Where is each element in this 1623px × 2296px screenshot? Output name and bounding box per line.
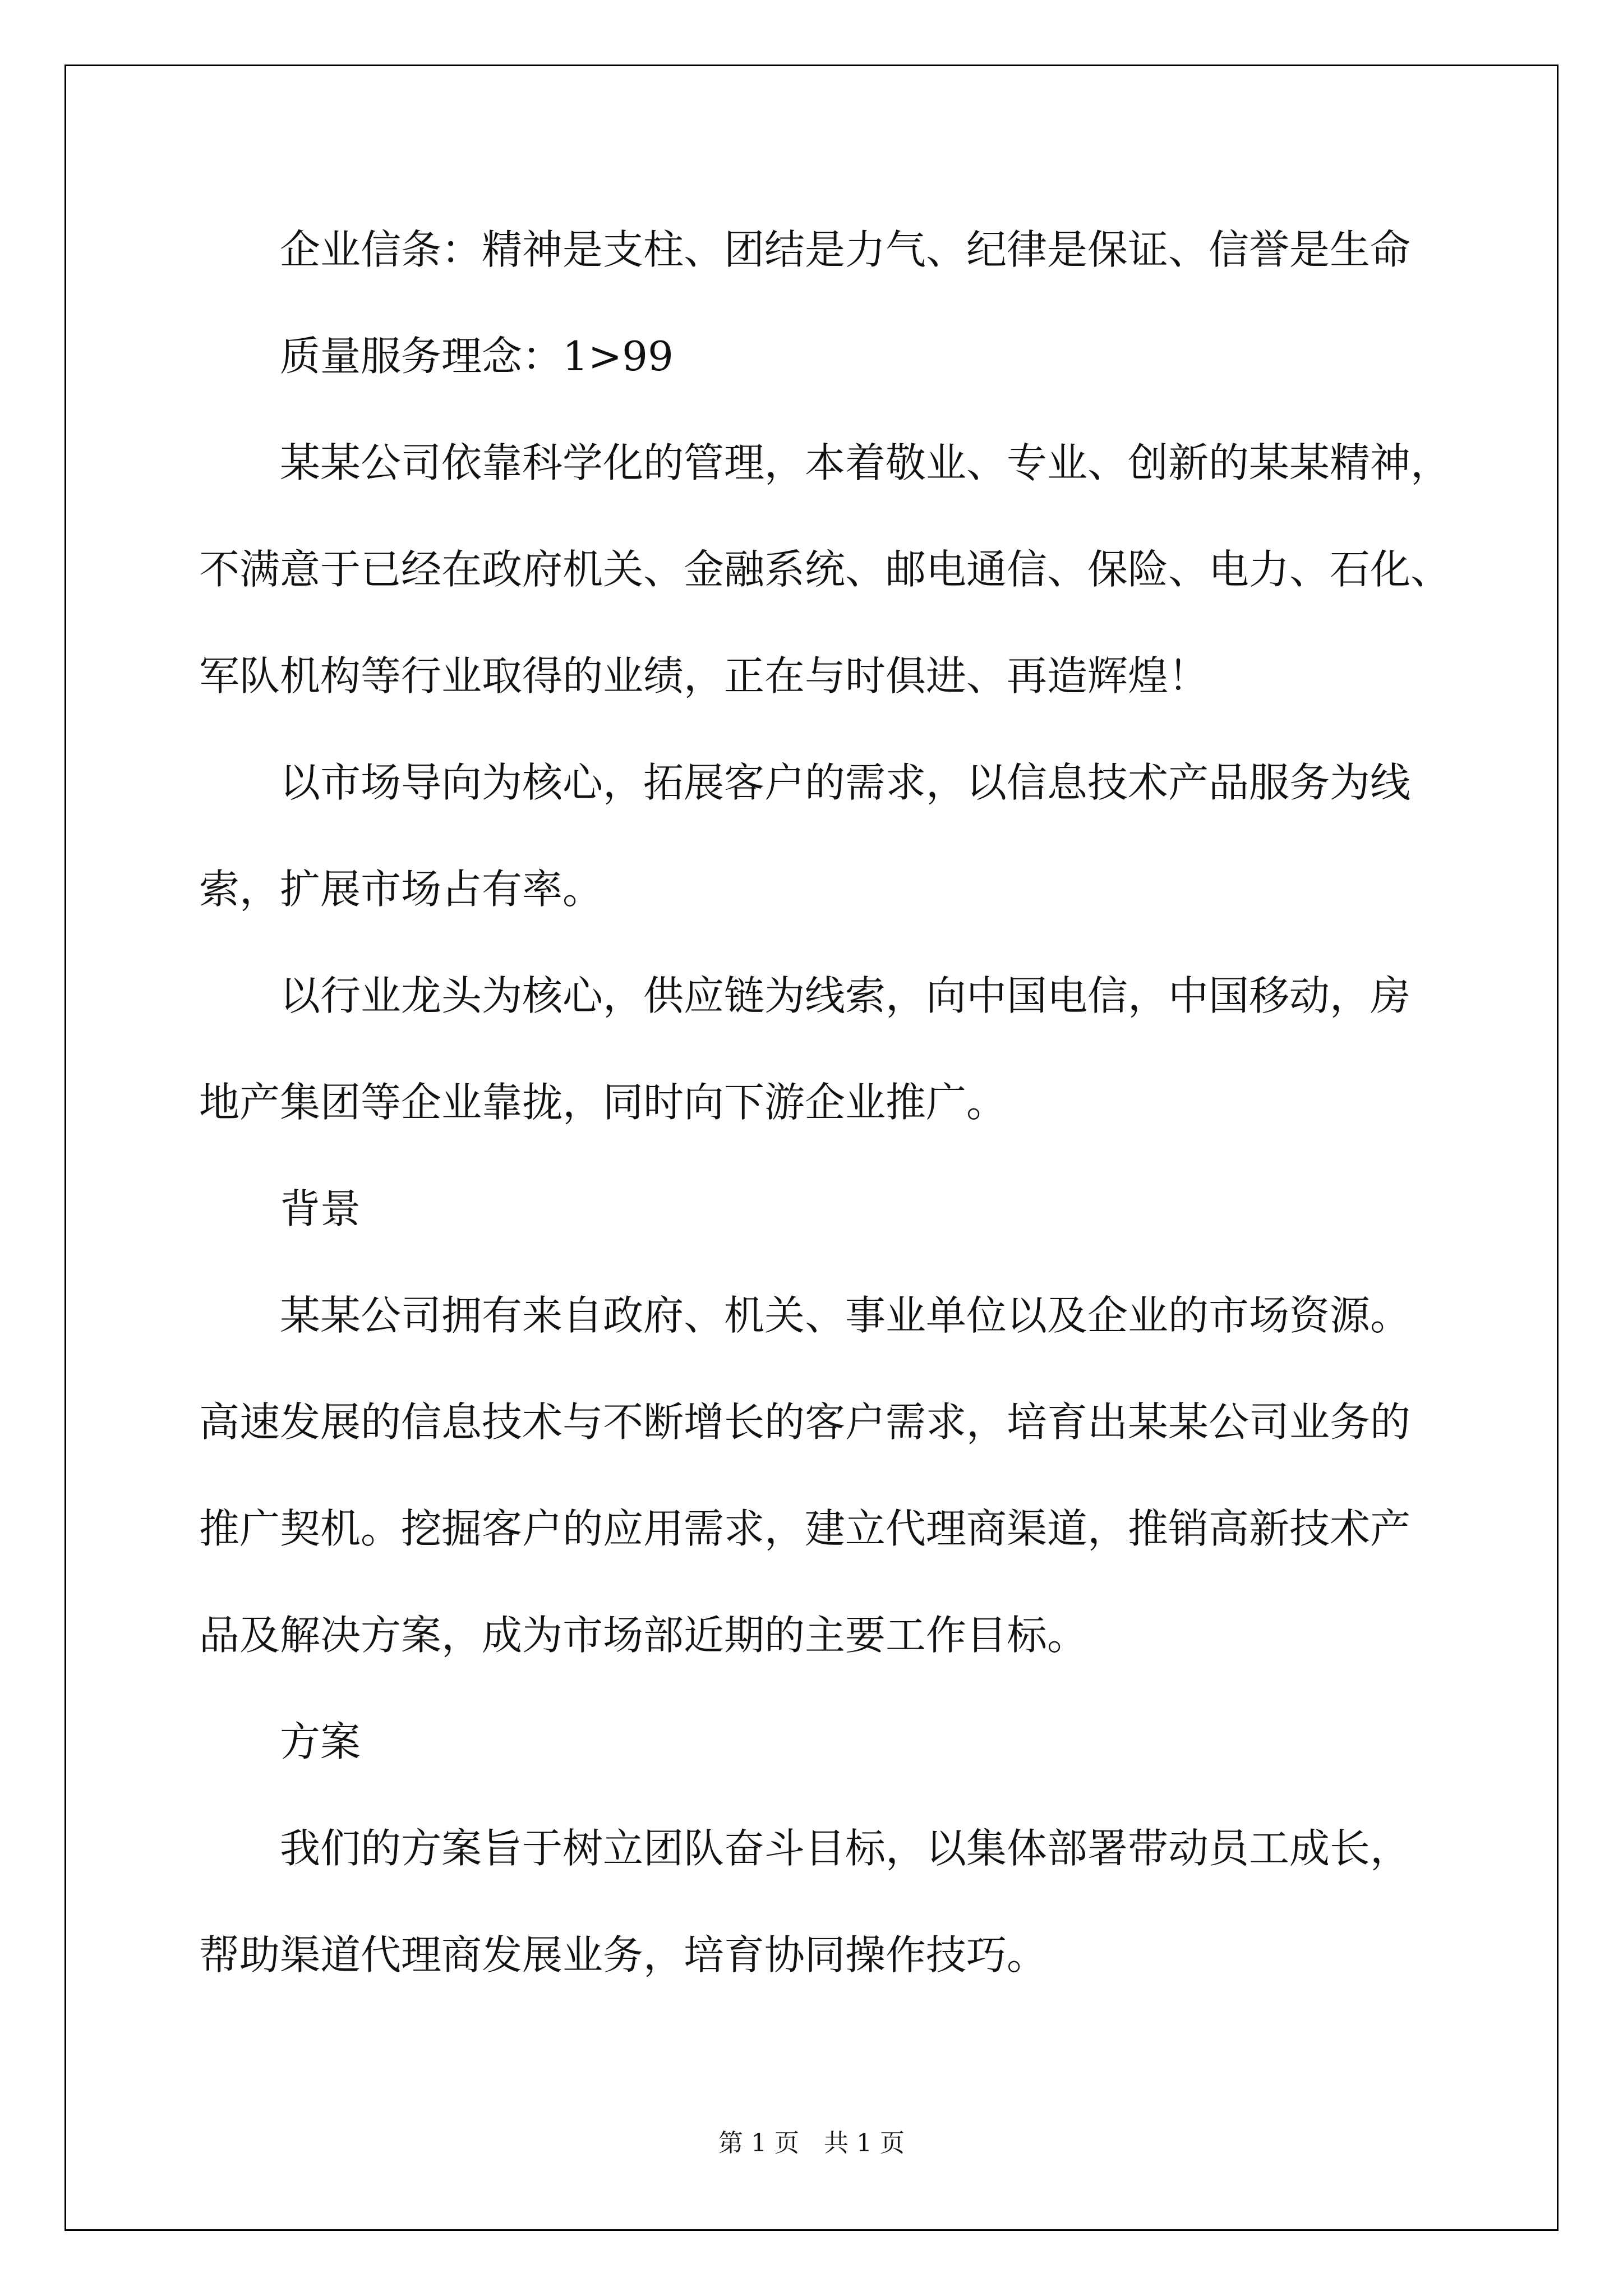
line-1: 企业信条：精神是支柱、团结是力气、纪律是保证、信誉是生命 — [199, 226, 1411, 273]
line-8: 以行业龙头为核心，供应链为线索，向中国电信，中国移动，房 — [199, 972, 1411, 1019]
line-12: 高速发展的信息技术与不断增长的客户需求，培育出某某公司业务的 — [199, 1398, 1411, 1446]
line-5: 军队机构等行业取得的业绩，正在与时俱进、再造辉煌！ — [199, 652, 1209, 700]
line-9: 地产集团等企业靠拢，同时向下游企业推广。 — [199, 1079, 1007, 1126]
line-15: 方案 — [199, 1718, 361, 1765]
line-10: 背景 — [199, 1185, 361, 1232]
page-number: 第 1 页 共 1 页 — [718, 2129, 905, 2157]
line-3: 某某公司依靠科学化的管理，本着敬业、专业、创新的某某精神， — [199, 439, 1451, 486]
page-border — [64, 65, 1559, 2231]
line-2: 质量服务理念：1>99 — [199, 333, 674, 380]
line-7: 索，扩展市场占有率。 — [199, 866, 603, 913]
line-11: 某某公司拥有来自政府、机关、事业单位以及企业的市场资源。 — [199, 1292, 1411, 1339]
line-17: 帮助渠道代理商发展业务，培育协同操作技巧。 — [199, 1931, 1048, 1978]
line-13: 推广契机。挖掘客户的应用需求，建立代理商渠道，推销高新技术产 — [199, 1505, 1411, 1552]
line-4: 不满意于已经在政府机关、金融系统、邮电通信、保险、电力、石化、 — [199, 546, 1451, 593]
line-16: 我们的方案旨于树立团队奋斗目标，以集体部署带动员工成长， — [199, 1825, 1411, 1872]
line-14: 品及解决方案，成为市场部近期的主要工作目标。 — [199, 1612, 1088, 1659]
line-6: 以市场导向为核心，拓展客户的需求，以信息技术产品服务为线 — [199, 759, 1411, 806]
